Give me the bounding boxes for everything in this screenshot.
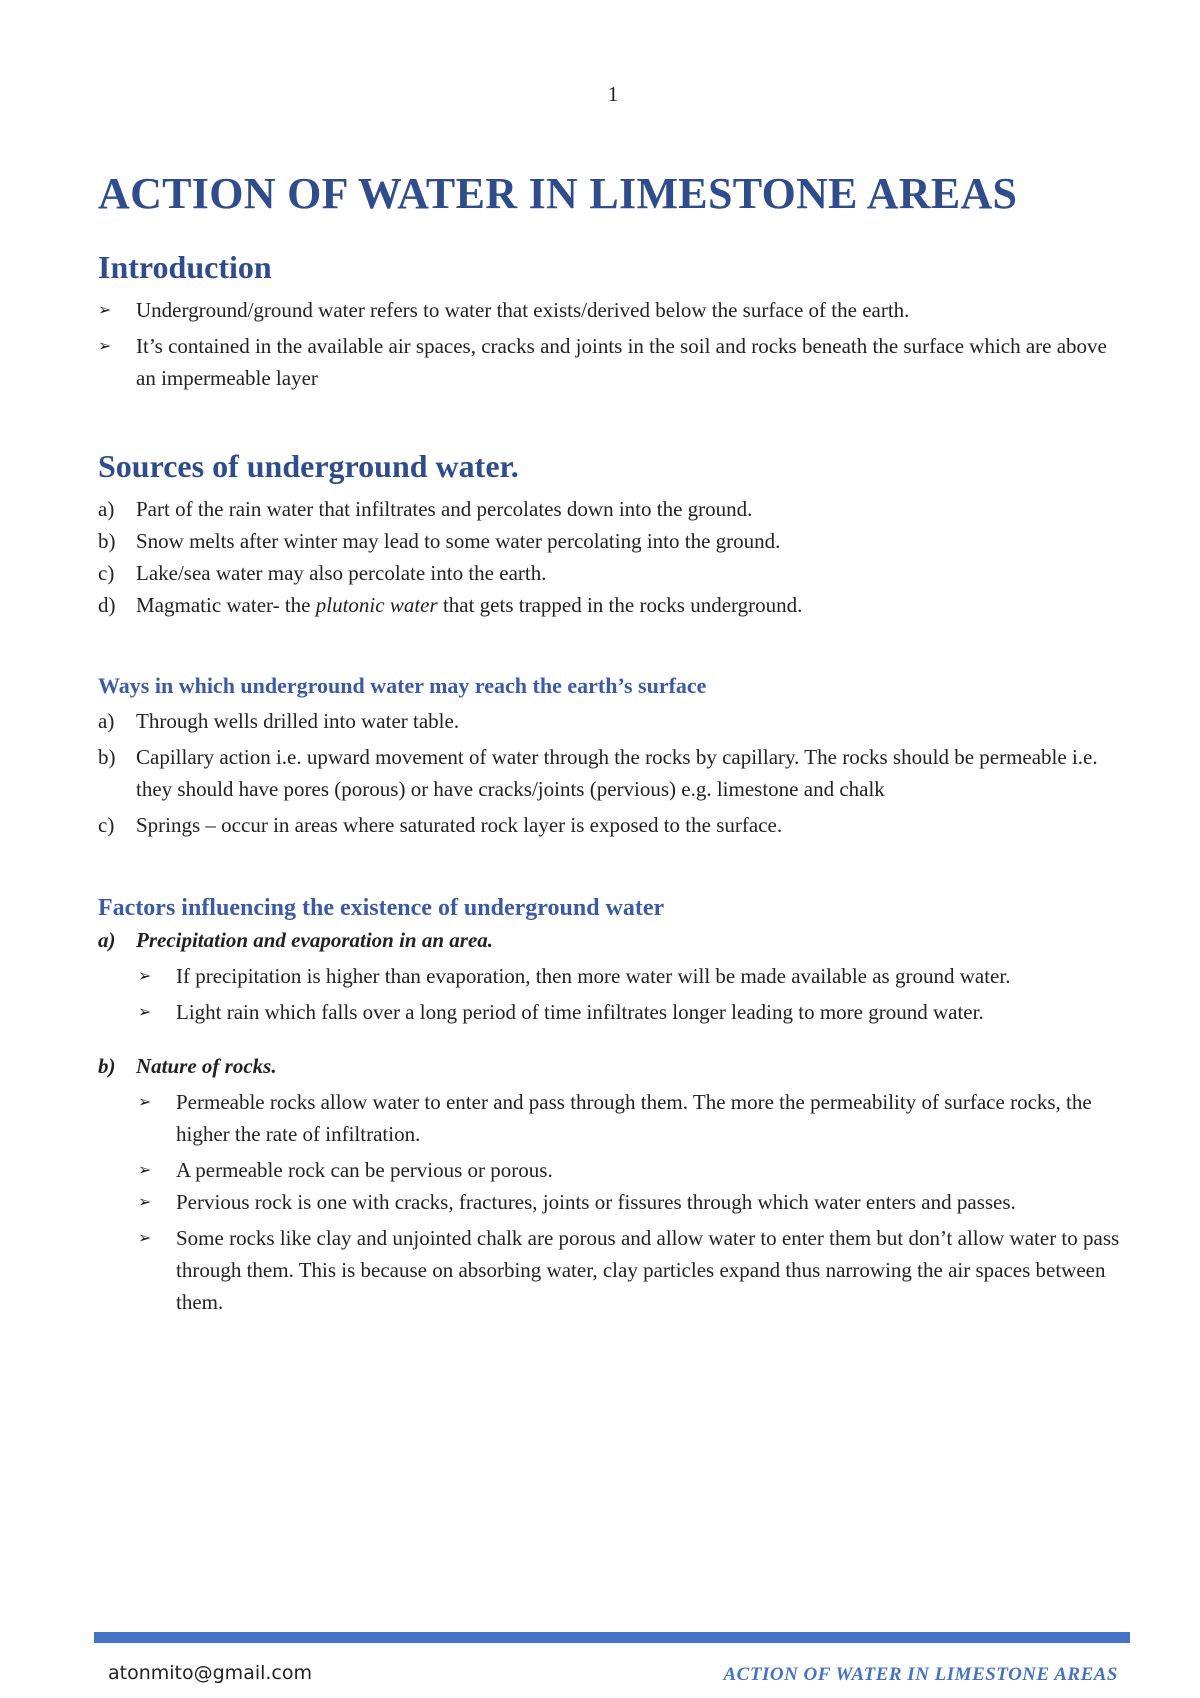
list-item: c) Springs – occur in areas where saturated rock layer is exposed to the surface. (98, 813, 783, 837)
list-item: b) Capillary action i.e. upward movement of water through the rocks by capillary. The rocks should be permeable i.e. they should have pores (porous) or have cracks/joints (pervious) e.g. limestone and chalk (98, 745, 1098, 801)
sources-heading: Sources of underground water. (98, 448, 519, 484)
arrow-bullet-icon: ➢ (98, 336, 112, 355)
factor-label: a) Precipitation and evaporation in an area. (98, 928, 494, 952)
list-item: d) Magmatic water- the plutonic water that gets trapped in the rocks underground. (98, 593, 803, 617)
ways-section (98, 673, 1128, 841)
footer-divider (94, 1632, 1130, 1643)
factor-label: b) Nature of rocks. (98, 1054, 277, 1078)
list-item: ➢ Underground/ground water refers to water that exists/derived below the surface of the earth. (98, 294, 1128, 326)
list-item: a) Through wells drilled into water table. (98, 709, 460, 733)
list-item: ➢ Permeable rocks allow water to enter and pass through them. The more the permeability of surface rocks, the higher the rate of infiltration. (98, 1086, 1128, 1150)
list-item: ➢ Light rain which falls over a long period of time infiltrates longer leading to more ground water. (98, 996, 1128, 1028)
arrow-bullet-icon: ➢ (138, 1228, 152, 1247)
sources-section (98, 448, 1128, 621)
arrow-bullet-icon: ➢ (138, 1160, 152, 1179)
italic-term: plutonic water (315, 593, 438, 617)
factors-section (98, 895, 1128, 1318)
introduction-heading: Introduction (98, 249, 272, 285)
arrow-bullet-icon: ➢ (138, 966, 152, 985)
factor-b-list (98, 1086, 1128, 1318)
footer-email: atonmito@gmail.com (108, 1662, 313, 1684)
list-item: a) Part of the rain water that infiltrates and percolates down into the ground. (98, 497, 753, 521)
sources-list (98, 493, 1128, 621)
ways-heading: Ways in which underground water may reach the earth’s surface (98, 673, 707, 698)
document-body (98, 150, 1128, 1322)
arrow-bullet-icon: ➢ (138, 1002, 152, 1021)
list-item: ➢ A permeable rock can be pervious or porous. (98, 1154, 1128, 1186)
list-item: ➢ Some rocks like clay and unjointed chalk are porous and allow water to enter them but don’t allow water to pass through them. This is because on absorbing water, clay particles expand thus narrowing the air spaces between them. (98, 1222, 1128, 1318)
arrow-bullet-icon: ➢ (98, 300, 112, 319)
document-title: ACTION OF WATER IN LIMESTONE AREAS (98, 169, 1018, 218)
list-item: c) Lake/sea water may also percolate into the earth. (98, 561, 547, 585)
list-item: ➢ It’s contained in the available air spaces, cracks and joints in the soil and rocks beneath the surface which are above an impermeable layer (98, 330, 1128, 394)
factor-a-list (98, 960, 1128, 1028)
footer-running-title: ACTION OF WATER IN LIMESTONE AREAS (723, 1664, 1118, 1685)
arrow-bullet-icon: ➢ (138, 1092, 152, 1111)
list-item: b) Snow melts after winter may lead to some water percolating into the ground. (98, 529, 781, 553)
introduction-section (98, 249, 1128, 394)
list-item: ➢ Pervious rock is one with cracks, fractures, joints or fissures through which water enters and passes. (98, 1186, 1128, 1218)
introduction-list (98, 294, 1128, 394)
list-item: ➢ If precipitation is higher than evaporation, then more water will be made available as ground water. (98, 960, 1128, 992)
arrow-bullet-icon: ➢ (138, 1192, 152, 1211)
ways-list (98, 705, 1128, 841)
page-number: 1 (607, 82, 619, 106)
factors-heading: Factors influencing the existence of underground water (98, 895, 665, 921)
